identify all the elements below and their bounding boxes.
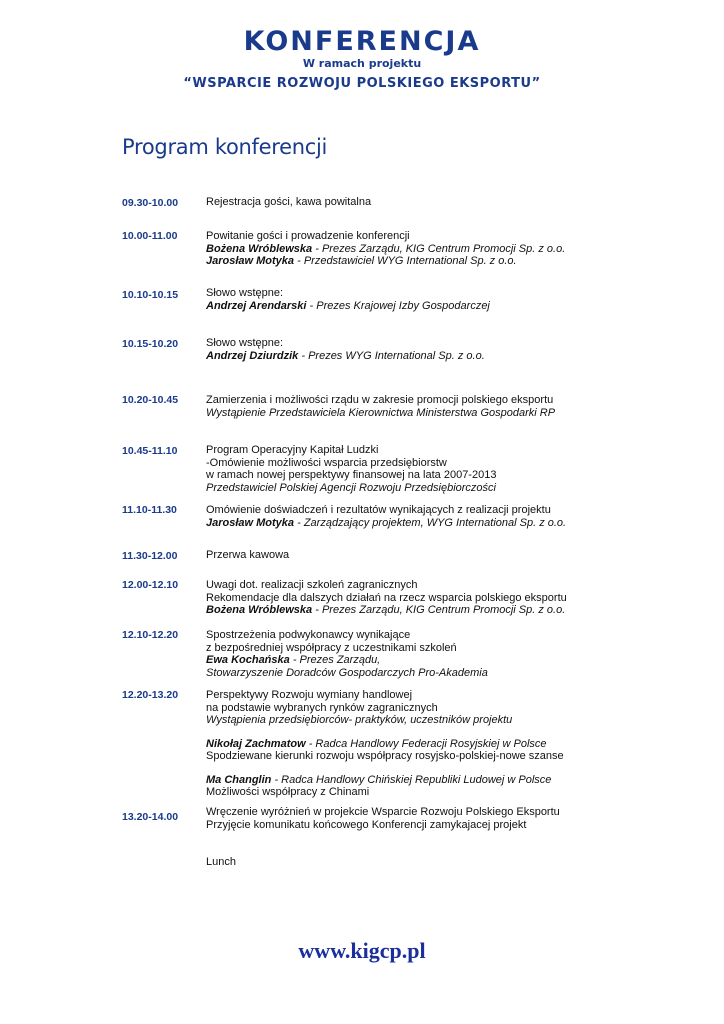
desc-line: Program Operacyjny Kapitał Ludzki	[206, 444, 379, 456]
desc-line: Wręczenie wyróżnień w projekcie Wsparcie Rozwoju Polskiego Eksportu	[206, 806, 560, 818]
schedule-time: 09.30-10.00	[122, 197, 179, 209]
speaker-line	[206, 255, 686, 268]
schedule-time: 12.10-12.20	[122, 629, 179, 641]
speaker-line	[206, 243, 686, 256]
schedule-description	[206, 394, 686, 419]
schedule-description	[206, 287, 686, 312]
speaker-name: Andrzej Dziurdzik	[206, 349, 299, 362]
desc-line: Wystąpienia przedsiębiorców- praktyków, uczestników projektu	[206, 714, 513, 726]
speaker-line	[206, 350, 686, 363]
desc-line: Spostrzeżenia podwykonawcy wynikające	[206, 629, 411, 641]
schedule-description	[206, 444, 686, 494]
speaker-line	[206, 774, 686, 787]
desc-line: z bezpośredniej współpracy z uczestnikami szkoleń	[206, 641, 457, 654]
desc-line: w ramach nowej perspektywy finansowej na lata 2007-2013	[206, 469, 497, 481]
speaker-line	[206, 300, 686, 313]
desc-line: Uwagi dot. realizacji szkoleń zagranicznych	[206, 579, 418, 591]
project-name: “WSPARCIE ROZWOJU POLSKIEGO EKSPORTU”	[183, 76, 541, 91]
speaker-name: Nikołaj Zachmatow	[206, 737, 306, 750]
speaker-name: Bożena Wróblewska	[206, 604, 313, 616]
schedule-description	[206, 504, 686, 529]
speaker-name: Ma Changlin	[206, 773, 272, 786]
desc-line: Stowarzyszenie Doradców Gospodarczych Pro-Akademia	[206, 666, 488, 679]
schedule-description	[206, 629, 686, 679]
schedule-description	[206, 806, 686, 831]
desc-line: Możliwości współpracy z Chinami	[206, 786, 370, 798]
program-title: Program konferencji	[122, 135, 328, 159]
schedule-description	[206, 549, 686, 562]
schedule-time: 10.15-10.20	[122, 338, 179, 350]
speaker-role: - Prezes Zarządu, KIG Centrum Promocji Sp. z o.o.	[312, 604, 566, 616]
schedule-time: 10.00-11.00	[122, 230, 178, 242]
speaker-name: Ewa Kochańska	[206, 654, 290, 666]
desc-line: Powitanie gości i prowadzenie konferencji	[206, 230, 410, 242]
speaker-line	[206, 654, 686, 667]
desc-line: Rejestracja gości, kawa powitalna	[206, 196, 372, 208]
desc-line: Słowo wstępne:	[206, 287, 284, 299]
desc-line: Lunch	[206, 856, 236, 868]
conference-title: KONFERENCJA	[243, 26, 481, 57]
schedule-time: 10.20-10.45	[122, 394, 179, 406]
speaker-role: - Przedstawiciel WYG International Sp. z o.o.	[294, 255, 517, 267]
schedule-time: 10.45-11.10	[122, 445, 178, 457]
schedule-description	[206, 337, 686, 362]
schedule-description	[206, 230, 686, 268]
speaker-role: - Radca Handlowy Chińskiej Republiki Ludowej w Polsce	[271, 773, 552, 786]
schedule-time: 10.10-10.15	[122, 289, 179, 301]
speaker-name: Jarosław Motyka	[206, 255, 295, 267]
desc-line: Perspektywy Rozwoju wymiany handlowej	[206, 689, 413, 701]
desc-line: -Omówienie możliwości wsparcia przedsiębiorstw	[206, 456, 447, 469]
schedule-description	[206, 196, 686, 209]
schedule-time: 11.30-12.00	[122, 550, 178, 562]
schedule-time: 13.20-14.00	[122, 811, 179, 823]
desc-line: Słowo wstępne:	[206, 337, 284, 349]
desc-line: Przerwa kawowa	[206, 549, 290, 561]
website-link[interactable]: www.kigcp.pl	[298, 938, 426, 963]
speaker-role: - Prezes Krajowej Izby Gospodarczej	[306, 299, 490, 312]
desc-line: Spodziewane kierunki rozwoju współpracy rosyjsko-polskiej-nowe szanse	[206, 750, 564, 762]
schedule-description	[206, 856, 686, 869]
desc-line: Przyjęcie komunikatu końcowego Konferencji zamykajacej projekt	[206, 818, 527, 831]
speaker-name: Bożena Wróblewska	[206, 242, 313, 255]
speaker-name: Andrzej Arendarski	[206, 299, 307, 312]
schedule-time: 11.10-11.30	[122, 504, 177, 516]
conference-subtitle: W ramach projektu	[302, 57, 422, 70]
desc-line: Przedstawiciel Polskiej Agencji Rozwoju Przedsiębiorczości	[206, 481, 496, 494]
speaker-name: Jarosław Motyka	[206, 516, 295, 529]
speaker-line	[206, 517, 686, 530]
schedule-time: 12.20-13.20	[122, 689, 179, 701]
speaker-line	[206, 604, 686, 617]
schedule-description	[206, 689, 686, 799]
desc-line: na podstawie wybranych rynków zagranicznych	[206, 701, 438, 714]
speaker-role: - Prezes Zarządu, KIG Centrum Promocji Sp. z o.o.	[312, 242, 566, 255]
speaker-line	[206, 738, 686, 751]
schedule-time: 12.00-12.10	[122, 579, 179, 591]
schedule-description	[206, 579, 686, 617]
desc-line: Omówienie doświadczeń i rezultatów wynikających z realizacji projektu	[206, 504, 551, 516]
desc-line: Rekomendacje dla dalszych działań na rzecz wsparcia polskiego eksportu	[206, 591, 567, 604]
speaker-role: - Zarządzający projektem, WYG International Sp. z o.o.	[294, 516, 567, 529]
speaker-role: - Prezes WYG International Sp. z o.o.	[298, 349, 485, 362]
speaker-role: - Radca Handlowy Federacji Rosyjskiej w Polsce	[305, 737, 547, 750]
desc-line: Zamierzenia i możliwości rządu w zakresie promocji polskiego eksportu	[206, 394, 554, 406]
desc-line: Wystąpienie Przedstawiciela Kierownictwa Ministerstwa Gospodarki RP	[206, 406, 556, 419]
speaker-role: - Prezes Zarządu,	[289, 654, 381, 666]
